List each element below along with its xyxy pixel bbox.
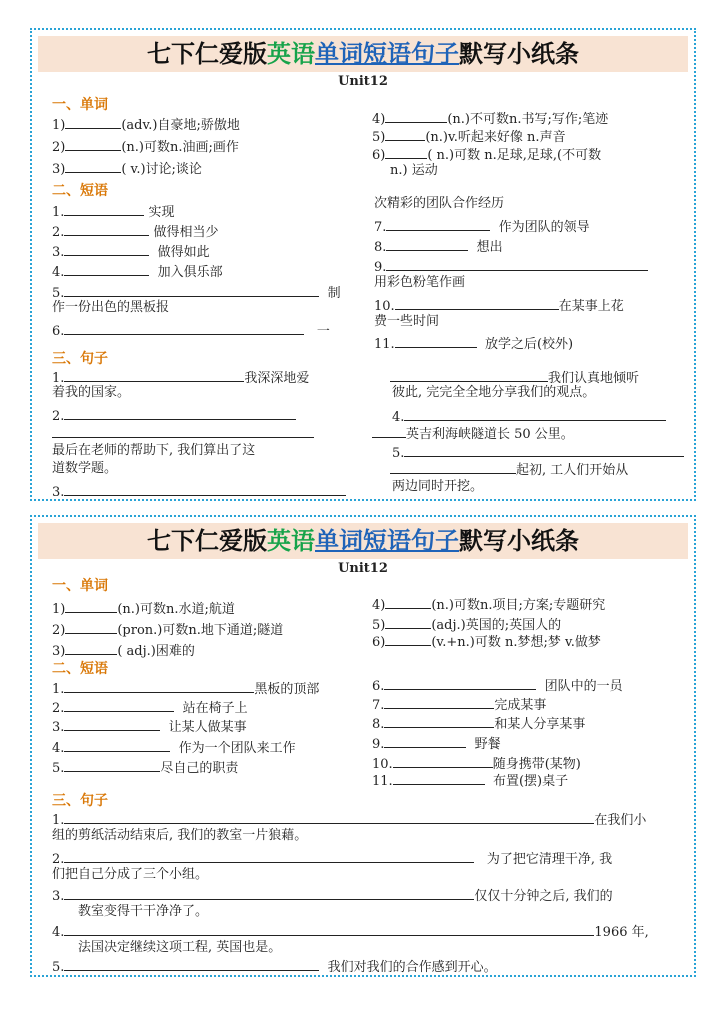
sentence-item: 3. 仅仅十分钟之后, 我们的: [52, 889, 613, 904]
unit-label: Unit12: [338, 74, 388, 89]
word-item: 1) (adv.)自豪地;骄傲地: [52, 118, 240, 133]
phrase-item: 1. 黑板的顶部: [52, 682, 320, 697]
word-item: 4) (n.)可数n.项目;方案;专题研究: [372, 598, 606, 613]
sentence-item: 我们认真地倾听: [390, 369, 639, 386]
word-item: 3) ( v.)讨论;谈论: [52, 162, 202, 177]
worksheet-card-1: [30, 28, 696, 501]
section-phrases-heading: 二、短语: [52, 183, 108, 199]
phrase-item: 8. 想出: [374, 240, 503, 255]
sentence-item-continued: 着我的国家。: [52, 385, 131, 400]
section-sentences-heading: 三、句子: [52, 793, 108, 809]
phrase-item: 6. 团队中的一员: [372, 679, 623, 694]
word-item-continued: n.) 运动: [390, 163, 438, 178]
sentence-item: 4.: [392, 408, 666, 425]
phrase-item-continued: 次精彩的团队合作经历: [374, 196, 505, 211]
phrase-item: 10. 在某事上花: [374, 299, 624, 314]
worksheet-title: [38, 523, 688, 559]
sentence-item-continued: 最后在老师的帮助下, 我们算出了这: [52, 443, 256, 458]
sentence-item: 2. 为了把它清理干净, 我: [52, 852, 613, 867]
sentence-line: [52, 425, 314, 442]
title-part-a: 七下仁爱版: [147, 527, 267, 555]
word-item: 5) (adj.)英国的;英国人的: [372, 618, 562, 633]
sentence-item-continued: 们把自己分成了三个小组。: [52, 867, 209, 882]
worksheet-card-2: [30, 515, 696, 977]
word-item: 4) (n.)不可数n.书写;写作;笔迹: [372, 112, 609, 127]
phrase-item: 7. 完成某事: [372, 698, 547, 713]
sentence-item: 3.: [52, 483, 346, 500]
phrase-item: 4. 作为一个团队来工作: [52, 741, 296, 756]
title-part-english: 英语: [267, 527, 315, 555]
phrase-item: 9.: [374, 258, 648, 275]
sentence-item-continued: 两边同时开挖。: [392, 479, 484, 494]
phrase-item: 11. 放学之后(校外): [374, 337, 574, 352]
phrase-item: 6. 一: [52, 324, 330, 339]
phrase-item: 2. 做得相当少: [52, 225, 219, 240]
sentence-item: 2.: [52, 407, 296, 424]
word-item: 5) (n.)v.听起来好像 n.声音: [372, 130, 566, 145]
sentence-item: 4. 1966 年,: [52, 925, 649, 940]
unit-label: Unit12: [338, 561, 388, 576]
word-item: 6) (v.+n.)可数 n.梦想;梦 v.做梦: [372, 635, 601, 650]
phrase-item: 1. 实现: [52, 205, 175, 220]
sentence-item-continued: 彼此, 完完全全地分享我们的观点。: [392, 385, 596, 400]
word-item: 2) (pron.)可数n.地下通道;隧道: [52, 623, 284, 638]
sentence-item-continued: 起初, 工人们开始从: [390, 461, 628, 478]
word-item: 1) (n.)可数n.水道;航道: [52, 602, 235, 617]
sentence-item: 5.: [392, 444, 684, 461]
phrase-item: 11. 布置(摆)桌子: [372, 774, 569, 789]
phrase-item: 5. 尽自己的职责: [52, 761, 239, 776]
section-words-heading: 一、单词: [52, 578, 108, 594]
sentence-item-continued: 道数学题。: [52, 461, 118, 476]
phrase-item: 9. 野餐: [372, 737, 501, 752]
section-phrases-heading: 二、短语: [52, 661, 108, 677]
sentence-item-continued: 组的剪纸活动结束后, 我们的教室一片狼藉。: [52, 828, 308, 843]
sentence-item-continued: 教室变得干干净净了。: [78, 904, 209, 919]
phrase-item: 5. 制: [52, 286, 341, 301]
worksheet-title: [38, 36, 688, 72]
phrase-item-continued: 费一些时间: [374, 314, 440, 329]
sentence-item: 5. 我们对我们的合作感到开心。: [52, 960, 497, 975]
word-item: 6) ( n.)可数 n.足球,足球,(不可数: [372, 148, 602, 163]
word-item: 2) (n.)可数n.油画;画作: [52, 140, 239, 155]
title-part-a: 七下仁爱版: [147, 40, 267, 68]
title-part-b: 默写小纸条: [459, 527, 579, 555]
phrase-item: 4. 加入俱乐部: [52, 265, 223, 280]
phrase-item: 2. 站在椅子上: [52, 701, 248, 716]
sentence-item: 1. 我深深地爱: [52, 371, 310, 386]
phrase-item-continued: 作一份出色的黑板报: [52, 300, 170, 315]
phrase-item: 10. 随身携带(某物): [372, 757, 581, 772]
sentence-item-continued: 英吉利海峡隧道长 50 公里。: [372, 425, 574, 442]
phrase-item: 8. 和某人分享某事: [372, 717, 586, 732]
title-part-words: 单词短语句子: [315, 527, 459, 555]
phrase-item: 7. 作为团队的领导: [374, 220, 590, 235]
phrase-item-continued: 用彩色粉笔作画: [374, 275, 466, 290]
section-sentences-heading: 三、句子: [52, 351, 108, 367]
section-words-heading: 一、单词: [52, 97, 108, 113]
sentence-item: 1. 在我们小: [52, 813, 647, 828]
sentence-item-continued: 法国决定继续这项工程, 英国也是。: [78, 940, 282, 955]
title-part-english: 英语: [267, 40, 315, 68]
title-part-words: 单词短语句子: [315, 40, 459, 68]
phrase-item: 3. 做得如此: [52, 245, 210, 260]
word-item: 3) ( adj.)困难的: [52, 644, 195, 659]
title-part-b: 默写小纸条: [459, 40, 579, 68]
phrase-item: 3. 让某人做某事: [52, 720, 247, 735]
